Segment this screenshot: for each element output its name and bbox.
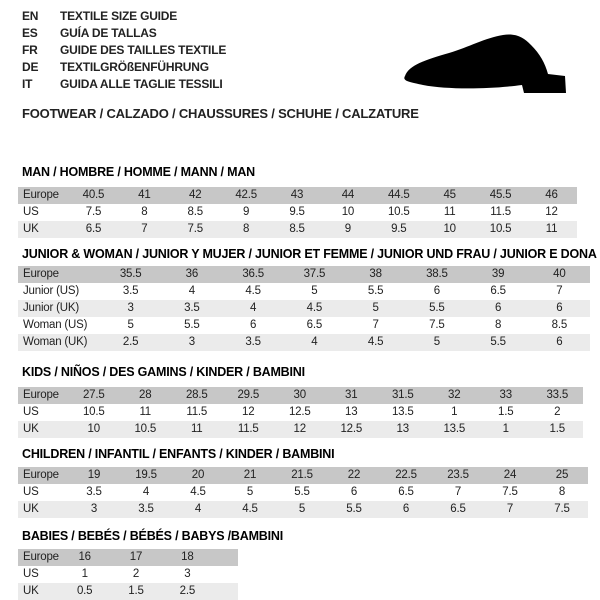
row-label: Europe	[18, 387, 68, 404]
row-label: US	[18, 484, 68, 501]
size-cell: 11.5	[223, 421, 275, 438]
size-cell: 8	[221, 221, 272, 238]
language-label: GUIDA ALLE TAGLIE TESSILI	[60, 77, 223, 91]
size-cell: 25	[536, 467, 588, 484]
size-cell: 42.5	[221, 187, 272, 204]
size-cell: 5	[100, 317, 161, 334]
row-label: Junior (UK)	[18, 300, 100, 317]
size-cell: 28	[120, 387, 172, 404]
size-cell: 10	[424, 221, 475, 238]
size-cell: 6.5	[380, 484, 432, 501]
man-size-table	[18, 187, 600, 238]
size-cell: 24	[484, 467, 536, 484]
size-cell: 4.5	[223, 283, 284, 300]
row-label: UK	[18, 421, 68, 438]
size-cell: 2	[110, 566, 161, 583]
language-code: ES	[22, 26, 38, 40]
table-row-us	[18, 484, 588, 501]
size-cell: 12	[526, 204, 577, 221]
size-cell: 2	[532, 404, 584, 421]
language-code: DE	[22, 60, 39, 74]
size-cell: 5.5	[468, 334, 529, 351]
size-cell: 4.5	[172, 484, 224, 501]
size-cell: 36.5	[223, 266, 284, 283]
size-cell: 6	[223, 317, 284, 334]
size-cell: 6	[468, 300, 529, 317]
table-row-europe	[18, 187, 577, 204]
table-row-europe	[18, 266, 590, 283]
kids-table-title: KIDS / NIÑOS / DES GAMINS / KINDER / BAMBINI	[22, 365, 305, 379]
size-cell: 5.5	[328, 501, 380, 518]
size-cell: 13.5	[429, 421, 481, 438]
size-cell: 5	[276, 501, 328, 518]
row-label: UK	[18, 583, 59, 600]
size-cell: 1	[59, 566, 110, 583]
size-cell: 4.5	[284, 300, 345, 317]
table-row-uk	[18, 421, 583, 438]
size-cell: 4	[223, 300, 284, 317]
size-cell: 6.5	[468, 283, 529, 300]
row-label: UK	[18, 501, 68, 518]
size-cell: 37.5	[284, 266, 345, 283]
size-cell: 5	[406, 334, 467, 351]
size-cell: 1.5	[110, 583, 161, 600]
size-cell: 39	[468, 266, 529, 283]
language-label: GUÍA DE TALLAS	[60, 26, 157, 40]
man-table-title: MAN / HOMBRE / HOMME / MANN / MAN	[22, 165, 255, 179]
size-cell: 3.5	[120, 501, 172, 518]
language-row-en	[22, 8, 600, 25]
size-cell: 10.5	[68, 404, 120, 421]
size-cell: 11	[171, 421, 223, 438]
size-cell: 5.5	[345, 283, 406, 300]
size-cell: 3	[162, 566, 213, 583]
size-cell: 8.5	[170, 204, 221, 221]
size-cell: 4	[120, 484, 172, 501]
size-cell: 31.5	[377, 387, 429, 404]
size-cell: 42	[170, 187, 221, 204]
section-babies	[18, 529, 600, 600]
size-cell: 22	[328, 467, 380, 484]
table-row-woman-us	[18, 317, 590, 334]
junior-woman-size-table	[18, 266, 600, 351]
size-cell: 27.5	[68, 387, 120, 404]
section-kids	[18, 365, 600, 438]
size-cell: 9.5	[272, 204, 323, 221]
size-cell: 8	[468, 317, 529, 334]
size-cell: 4.5	[224, 501, 276, 518]
table-row-uk	[18, 501, 588, 518]
size-cell: 18	[162, 549, 213, 566]
size-cell: 3.5	[223, 334, 284, 351]
table-row-us	[18, 566, 238, 583]
size-cell: 19.5	[120, 467, 172, 484]
size-cell: 11	[120, 404, 172, 421]
size-cell: 11	[424, 204, 475, 221]
size-cell: 19	[68, 467, 120, 484]
size-cell: 21.5	[276, 467, 328, 484]
size-cell: 7	[119, 221, 170, 238]
size-cell: 1.5	[480, 404, 532, 421]
section-man	[18, 165, 600, 238]
size-cell: 46	[526, 187, 577, 204]
size-cell: 33	[480, 387, 532, 404]
table-row-uk	[18, 583, 238, 600]
size-cell: 7.5	[536, 501, 588, 518]
size-cell: 10	[68, 421, 120, 438]
row-label: US	[18, 404, 68, 421]
size-cell: 7.5	[68, 204, 119, 221]
size-cell: 23.5	[432, 467, 484, 484]
size-cell: 6.5	[432, 501, 484, 518]
size-cell: 3.5	[161, 300, 222, 317]
size-cell: 11	[526, 221, 577, 238]
size-cell: 30	[274, 387, 326, 404]
size-cell: 9	[221, 204, 272, 221]
size-cell: 10	[322, 204, 373, 221]
size-cell: 12.5	[326, 421, 378, 438]
row-label: US	[18, 566, 59, 583]
size-cell: 38.5	[406, 266, 467, 283]
table-row-us	[18, 404, 583, 421]
size-cell: 6.5	[68, 221, 119, 238]
size-cell: 4	[172, 501, 224, 518]
size-cell: 1.5	[532, 421, 584, 438]
size-cell: 40	[529, 266, 590, 283]
size-cell: 12	[223, 404, 275, 421]
size-cell: 29.5	[223, 387, 275, 404]
size-cell: 13.5	[377, 404, 429, 421]
row-label: Europe	[18, 549, 59, 566]
size-cell: 8	[536, 484, 588, 501]
table-row-uk	[18, 221, 577, 238]
row-label: US	[18, 204, 68, 221]
size-cell: 7	[345, 317, 406, 334]
size-cell: 4	[284, 334, 345, 351]
size-cell: 5.5	[161, 317, 222, 334]
size-cell: 7.5	[406, 317, 467, 334]
row-label: Woman (UK)	[18, 334, 100, 351]
category-heading: FOOTWEAR / CALZADO / CHAUSSURES / SCHUHE / CALZATURE	[22, 106, 419, 121]
size-cell: 3.5	[68, 484, 120, 501]
size-cell: 2.5	[100, 334, 161, 351]
language-code: FR	[22, 43, 38, 57]
section-junior-woman	[18, 247, 600, 351]
size-cell: 16	[59, 549, 110, 566]
language-code: IT	[22, 77, 33, 91]
size-cell: 12	[274, 421, 326, 438]
junior-woman-table-title: JUNIOR & WOMAN / JUNIOR Y MUJER / JUNIOR ET FEMME / JUNIOR UND FRAU / JUNIOR E DONA	[22, 247, 597, 261]
size-cell: 10.5	[475, 221, 526, 238]
size-cell: 7.5	[484, 484, 536, 501]
language-label: TEXTILE SIZE GUIDE	[60, 9, 178, 23]
size-cell: 43	[272, 187, 323, 204]
size-cell: 3	[161, 334, 222, 351]
size-cell: 10.5	[373, 204, 424, 221]
size-cell: 8.5	[529, 317, 590, 334]
size-cell: 28.5	[171, 387, 223, 404]
babies-size-table	[18, 549, 600, 600]
table-row-junior-uk	[18, 300, 590, 317]
size-cell: 3	[68, 501, 120, 518]
language-label: TEXTILGRÖßENFÜHRUNG	[60, 60, 209, 74]
empty-cell	[213, 549, 238, 566]
empty-cell	[213, 583, 238, 600]
size-cell: 36	[161, 266, 222, 283]
size-cell: 11.5	[475, 204, 526, 221]
size-cell: 45.5	[475, 187, 526, 204]
size-cell: 45	[424, 187, 475, 204]
size-cell: 5.5	[406, 300, 467, 317]
babies-table-title: BABIES / BEBÉS / BÉBÉS / BABYS /BAMBINI	[22, 529, 283, 543]
size-cell: 6	[380, 501, 432, 518]
size-cell: 8	[119, 204, 170, 221]
size-cell: 38	[345, 266, 406, 283]
row-label: Europe	[18, 266, 100, 283]
size-cell: 32	[429, 387, 481, 404]
row-label: UK	[18, 221, 68, 238]
table-row-junior-us	[18, 283, 590, 300]
table-row-europe	[18, 387, 583, 404]
size-cell: 4.5	[345, 334, 406, 351]
size-cell: 10.5	[120, 421, 172, 438]
size-cell: 2.5	[162, 583, 213, 600]
size-cell: 9	[322, 221, 373, 238]
size-cell: 1	[429, 404, 481, 421]
size-cell: 3.5	[100, 283, 161, 300]
size-cell: 7	[484, 501, 536, 518]
table-row-europe	[18, 549, 238, 566]
size-cell: 6	[406, 283, 467, 300]
size-cell: 1	[480, 421, 532, 438]
size-cell: 6	[529, 300, 590, 317]
section-children	[18, 447, 600, 518]
size-cell: 7.5	[170, 221, 221, 238]
row-label: Europe	[18, 467, 68, 484]
size-cell: 5	[345, 300, 406, 317]
row-label: Woman (US)	[18, 317, 100, 334]
size-cell: 5	[224, 484, 276, 501]
size-cell: 13	[326, 404, 378, 421]
table-row-woman-uk	[18, 334, 590, 351]
size-cell: 40.5	[68, 187, 119, 204]
size-cell: 20	[172, 467, 224, 484]
row-label: Junior (US)	[18, 283, 100, 300]
size-cell: 7	[529, 283, 590, 300]
size-cell: 8.5	[272, 221, 323, 238]
size-cell: 3	[100, 300, 161, 317]
size-cell: 44.5	[373, 187, 424, 204]
size-cell: 0.5	[59, 583, 110, 600]
size-cell: 6	[328, 484, 380, 501]
size-cell: 5.5	[276, 484, 328, 501]
children-table-title: CHILDREN / INFANTIL / ENFANTS / KINDER / BAMBINI	[22, 447, 335, 461]
size-cell: 5	[284, 283, 345, 300]
size-cell: 7	[432, 484, 484, 501]
size-cell: 33.5	[532, 387, 584, 404]
size-cell: 31	[326, 387, 378, 404]
size-cell: 6	[529, 334, 590, 351]
size-cell: 21	[224, 467, 276, 484]
language-label: GUIDE DES TAILLES TEXTILE	[60, 43, 227, 57]
size-cell: 12.5	[274, 404, 326, 421]
empty-cell	[213, 566, 238, 583]
size-cell: 11.5	[171, 404, 223, 421]
size-cell: 22.5	[380, 467, 432, 484]
size-cell: 6.5	[284, 317, 345, 334]
size-cell: 4	[161, 283, 222, 300]
table-row-europe	[18, 467, 588, 484]
size-cell: 35.5	[100, 266, 161, 283]
shoe-icon	[397, 30, 577, 100]
children-size-table	[18, 467, 600, 518]
kids-size-table	[18, 387, 600, 438]
row-label: Europe	[18, 187, 68, 204]
size-cell: 9.5	[373, 221, 424, 238]
size-cell: 41	[119, 187, 170, 204]
size-cell: 44	[322, 187, 373, 204]
size-cell: 13	[377, 421, 429, 438]
size-cell: 17	[110, 549, 161, 566]
language-code: EN	[22, 9, 39, 23]
table-row-us	[18, 204, 577, 221]
